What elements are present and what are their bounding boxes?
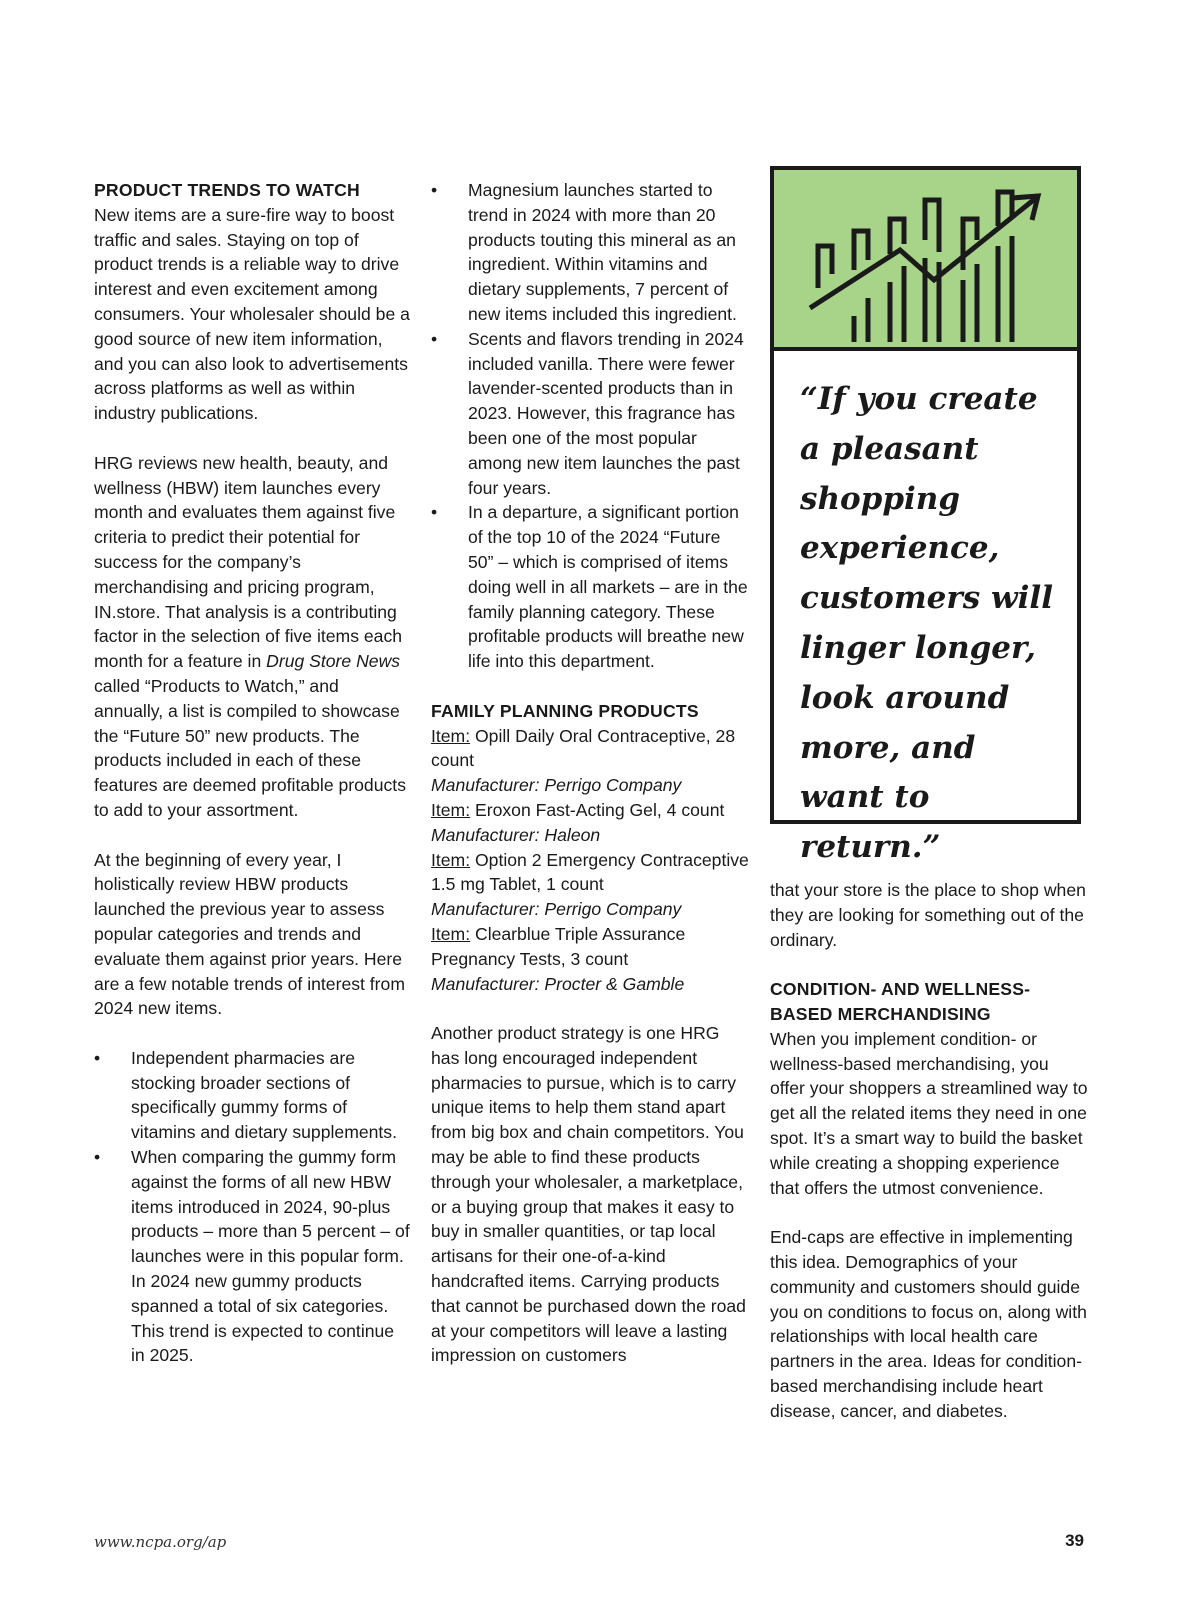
product-entry bbox=[431, 798, 749, 848]
paragraph: When you implement condition- or wellness-based merchandising, you offer your shoppers a streamlined way to get all the related items they need in one spot. It’s a smart way to build the basket while creating a shopping experience that offers the utmost convenience. bbox=[770, 1028, 1088, 1198]
footer-url: www.ncpa.org/ap bbox=[94, 1533, 227, 1551]
product-entry bbox=[431, 922, 749, 996]
list-item: • When comparing the gummy form against the forms of all new HBW items introduced in 2024, 90-plus products – more than 5 percent – of launches were in this popular form. In 2024 new gummy products spanned a total of six categories. This trend is expected to continue in 2025. bbox=[94, 1145, 412, 1368]
section-heading-product-trends: PRODUCT TRENDS TO WATCH bbox=[94, 180, 360, 200]
trending-up-bar-chart-icon bbox=[774, 170, 1077, 347]
list-item: • Scents and flavors trending in 2024 included vanilla. There were fewer lavender-scented products than in 2023. However, this fragrance has been one of the most popular among new item launches the past four years. bbox=[431, 327, 749, 501]
publication-title: Drug Store News bbox=[266, 651, 401, 672]
manufacturer: Manufacturer: Perrigo Company bbox=[431, 899, 682, 920]
column-1 bbox=[94, 178, 412, 1368]
manufacturer: Manufacturer: Haleon bbox=[431, 824, 601, 845]
section-heading-condition-merchandising: CONDITION- AND WELLNESS-BASED MERCHANDISING bbox=[770, 979, 1031, 1024]
product-entry bbox=[431, 848, 749, 922]
paragraph: that your store is the place to shop when they are looking for something out of the ordinary. bbox=[770, 880, 1086, 950]
list-item: • Magnesium launches started to trend in 2024 with more than 20 products touting this mineral as an ingredient. Within vitamins and dietary supplements, 7 percent of new items included this ingredient. bbox=[431, 178, 749, 327]
page-number: 39 bbox=[1065, 1531, 1084, 1550]
item-label: Item: bbox=[431, 923, 471, 944]
bullet-list bbox=[431, 178, 749, 674]
trend-graphic bbox=[774, 170, 1077, 351]
column-2 bbox=[431, 178, 749, 1368]
product-list bbox=[431, 724, 749, 997]
item-name: Eroxon Fast-Acting Gel, 4 count bbox=[475, 799, 725, 820]
item-label: Item: bbox=[431, 725, 471, 746]
item-name: Opill Daily Oral Contraceptive, 28 count bbox=[431, 725, 736, 771]
bullet-list bbox=[94, 1046, 412, 1368]
item-label: Item: bbox=[431, 799, 471, 820]
list-item: • Independent pharmacies are stocking broader sections of specifically gummy forms of vitamins and dietary supplements. bbox=[94, 1046, 412, 1145]
paragraph: End-caps are effective in implementing this idea. Demographics of your community and customers should guide you on conditions to focus on, along with relationships with local health care partners in the area. Ideas for condition-based merchandising include heart disease, cancer, and diabetes. bbox=[770, 1227, 1087, 1421]
pull-quote-box bbox=[770, 166, 1081, 866]
pull-quote-text: “If you create a pleasant shopping experience, customers will linger longer, look around more, and want to return.” bbox=[800, 381, 1053, 866]
product-entry bbox=[431, 724, 749, 798]
paragraph: HRG reviews new health, beauty, and wellness (HBW) item launches every month and evaluates them against five criteria to predict their potential for success for the company’s merchandising and pricing program, IN.store. That analysis is a contributing factor in the selection of five items each month for a feature in Drug Store News called “Products to Watch,” and annually, a list is compiled to showcase the “Future 50” new products. The products included in each of these features are deemed profitable products to add to your assortment. bbox=[94, 452, 406, 820]
paragraph: Another product strategy is one HRG has long encouraged independent pharmacies to pursue, which is to carry unique items to help them stand apart from big box and chain competitors. You may be able to find these products through your wholesaler, a marketplace, or a buying group that makes it easy to buy in smaller quantities, or tap local artisans for their one-of-a-kind handcrafted items. Carrying products that cannot be purchased down the road at your competitors will leave a lasting impression on customers bbox=[431, 1023, 746, 1366]
item-name: Option 2 Emergency Contraceptive 1.5 mg Tablet, 1 count bbox=[431, 849, 749, 895]
list-item: • In a departure, a significant portion of the top 10 of the 2024 “Future 50” – which is comprised of items doing well in all markets – are in the family planning category. These profitable products will breathe new life into this department. bbox=[431, 500, 749, 674]
manufacturer: Manufacturer: Procter & Gamble bbox=[431, 973, 685, 994]
section-heading-family-planning: FAMILY PLANNING PRODUCTS bbox=[431, 700, 699, 721]
item-name: Clearblue Triple Assurance Pregnancy Tests, 3 count bbox=[431, 923, 686, 969]
paragraph: New items are a sure-fire way to boost traffic and sales. Staying on top of product trends is a reliable way to drive interest and even excitement among consumers. Your wholesaler should be a good source of new item information, and you can also look to advertisements across platforms as well as within industry publications. bbox=[94, 204, 410, 424]
manufacturer: Manufacturer: Perrigo Company bbox=[431, 775, 682, 796]
column-3 bbox=[770, 878, 1088, 1424]
item-label: Item: bbox=[431, 849, 471, 870]
paragraph: At the beginning of every year, I holistically review HBW products launched the previous year to assess popular categories and trends and evaluate them against prior years. Here are a few notable trends of interest from 2024 new items. bbox=[94, 849, 405, 1019]
